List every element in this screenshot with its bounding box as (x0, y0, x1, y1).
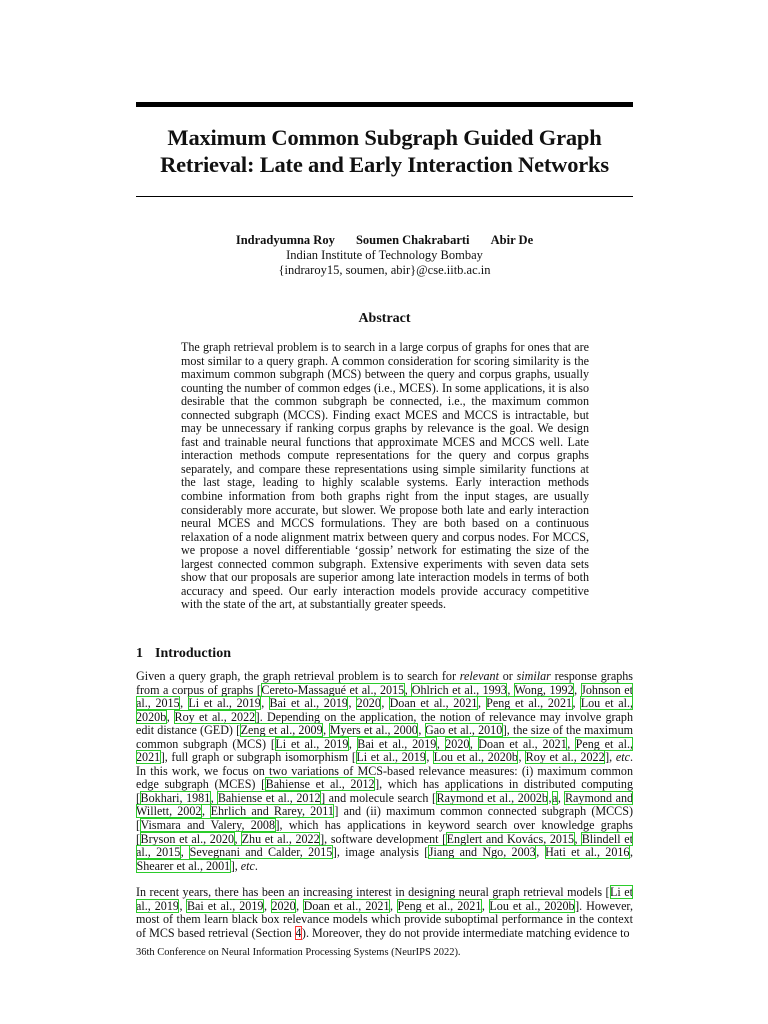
citation-link[interactable]: Raymond et al., 2002b (436, 790, 548, 805)
body-text-run: , (629, 845, 634, 860)
citation-link[interactable]: Wong, 1992 (514, 682, 574, 697)
citation-link[interactable]: 2020 (356, 696, 381, 711)
body-text-run: , (574, 831, 582, 846)
body-text-run: , (390, 898, 398, 913)
citation-link[interactable]: Lou et al., 2020b (136, 696, 634, 724)
citation-link[interactable]: Peng et al., 2021 (136, 736, 634, 765)
citation-link[interactable]: Englert and Kovács, 2015 (446, 831, 575, 846)
body-text-run: ], software development [ (320, 831, 447, 846)
citation-link[interactable]: Myers et al., 2000 (329, 723, 418, 738)
body-text-run: , (518, 750, 526, 765)
section-reference-link[interactable]: 4 (295, 925, 302, 940)
citation-link[interactable]: Ohlrich et al., 1993 (411, 682, 507, 697)
body-text-run: , (469, 736, 478, 751)
citation-link[interactable]: Doan et al., 2021 (478, 736, 567, 751)
paper-title: Maximum Common Subgraph Guided Graph Retrieval: Late and Early Interaction Networks (160, 125, 609, 177)
intro-paragraph-2 (136, 886, 633, 940)
body-text-run: ], full graph or subgraph isomorphism [ (160, 750, 356, 765)
title-top-rule (136, 102, 633, 107)
body-text-run: , (348, 736, 357, 751)
body-text-run: response graphs from a corpus of graphs [ (136, 669, 633, 697)
body-text-run: , (548, 790, 552, 805)
abstract-text: The graph retrieval problem is to search in a large corpus of graphs for ones that are most similar to a query graph. A common consideration for scoring similarity is the maximum common subgraph (MCS) between the query and corpus graphs, usually counting the number of common edges (i.e., MCES). In some applications, it is also desirable that the common subgraph be connected, i.e., the maximum common connected subgraph (MCCS). Finding exact MCES and MCCS is intractable, but may be unnecessary if ranking corpus graphs by relevance is the goal. We design fast and trainable neural functions that approximate MCES and MCCS well. Late interaction methods compute representations for the query and corpus graphs separately, and compare these representations using simple similarity functions at the last stage, leading to highly scalable systems. Early interaction methods combine information from both graphs right from the input stages, are usually considerably more accurate, but slower. We propose both late and early interaction neural MCES and MCCS formulations. They are both based on a continuous relaxation of a node alignment matrix between query and corpus nodes. For MCCS, we propose a novel differentiable ‘gossip’ network for estimating the size of the largest connected common subgraph. Extensive experiments with seven data sets show that our proposals are superior among late interaction models in terms of both accuracy and speed. Our early interaction models provide accuracy competitive with the state of the art, at substantially greater speeds. (181, 340, 589, 612)
body-text-run: ], which has applications in keyword search over knowledge graphs [ (136, 818, 634, 846)
citation-link[interactable]: Bai et al., 2019 (186, 898, 264, 913)
body-text-run: , (418, 723, 425, 738)
body-text-run: , (261, 696, 269, 711)
citation-link[interactable]: 2020 (271, 898, 296, 913)
body-text-run: , (180, 696, 188, 711)
body-text-run: , (572, 696, 581, 711)
body-text-run: , (557, 790, 565, 805)
body-text-run: , (348, 696, 357, 711)
author-block (136, 233, 633, 278)
body-text-run: , (404, 682, 412, 697)
citation-link[interactable]: Doan et al., 2021 (389, 696, 478, 711)
body-text-run: ]. Depending on the application, the notion of relevance may involve graph edit distance (GED) [ (136, 709, 633, 738)
conference-footer: 36th Conference on Neural Information Processing Systems (NeurIPS 2022). (136, 947, 461, 958)
citation-link[interactable]: Jiang and Ngo, 2003 (428, 845, 536, 860)
body-text-run: or (498, 669, 517, 683)
body-text-run: . In this work, we focus on two variations of MCS-based relevance measures: (i) maximum common edge subgraph (MCES) [ (136, 750, 634, 792)
author-name: Abir De (490, 233, 534, 247)
body-text-run: ], (230, 858, 241, 873)
citation-link[interactable]: Bai et al., 2019 (269, 696, 348, 711)
emphasis-text: etc (615, 750, 630, 765)
title-bottom-rule (136, 196, 633, 197)
citation-link[interactable]: Roy et al., 2022 (174, 709, 256, 724)
author-names (136, 233, 633, 248)
body-text-run: ], image analysis [ (332, 845, 429, 860)
citation-link[interactable]: Ehrlich and Rarey, 2011 (210, 804, 334, 819)
body-text-run: , (296, 898, 304, 913)
body-text-run: , (481, 898, 489, 913)
body-text-run: , (426, 750, 434, 765)
abstract-heading: Abstract (358, 311, 411, 326)
body-text-run: In recent years, there has been an increasing interest in designing neural graph retrieval models [ (136, 885, 610, 899)
body-text-run: ], (605, 750, 616, 765)
emphasis-text: similar (516, 669, 551, 683)
body-text-run: ], which has applications in distributed computing [ (136, 777, 633, 805)
body-text-run: ). Moreover, they do not provide intermediate matching evidence to (301, 925, 630, 940)
body-text-run: , (263, 898, 271, 913)
citation-link[interactable]: a (552, 790, 558, 805)
citation-link[interactable]: Bahiense et al., 2012 (265, 777, 375, 792)
citation-link[interactable]: Doan et al., 2021 (303, 898, 390, 913)
body-text-run: ] and (ii) maximum common connected subgraph (MCCS) [ (136, 804, 633, 833)
author-name: Indradyumna Roy (235, 233, 335, 247)
citation-link[interactable]: Bryson et al., 2020 (140, 831, 234, 846)
section-title: Introduction (155, 646, 231, 661)
body-text-run: , (179, 898, 187, 913)
citation-link[interactable]: Johnson et al., 2015 (136, 682, 634, 711)
body-text-run: ]. However, most of them learn black box relevance models which provide suboptimal performance in the context of MCS based retrieval (Section (136, 898, 633, 940)
citation-link[interactable]: Peng et al., 2021 (397, 898, 482, 913)
citation-link[interactable]: Vismara and Valery, 2008 (140, 818, 275, 833)
citation-link[interactable]: Peng et al., 2021 (486, 696, 573, 711)
citation-link[interactable]: Bahiense et al., 2012 (217, 790, 321, 805)
citation-link[interactable]: Cereto-Massagué et al., 2015 (261, 682, 405, 697)
citation-link[interactable]: Roy et al., 2022 (525, 750, 605, 765)
emphasis-text: etc (240, 858, 255, 873)
citation-link[interactable]: Raymond and Willett, 2002 (136, 790, 634, 819)
citation-link[interactable]: Gao et al., 2010 (425, 723, 503, 738)
body-text-run: , (436, 736, 445, 751)
body-text-run: , (166, 709, 175, 724)
body-text-run: , (201, 804, 211, 819)
citation-link[interactable]: Bai et al., 2019 (357, 736, 437, 751)
body-text-run: , (574, 682, 581, 697)
citation-link[interactable]: Lou et al., 2020b (489, 898, 575, 913)
citation-link[interactable]: Zeng et al., 2009 (240, 723, 323, 738)
citation-link[interactable]: Hati et al., 2016 (545, 845, 630, 860)
citation-link[interactable]: Li et al., 2019 (136, 885, 633, 913)
body-text-run: , (381, 696, 390, 711)
emphasis-text: relevant (459, 669, 499, 683)
citation-link[interactable]: Shearer et al., 2001 (136, 858, 231, 873)
body-text-run: , (210, 790, 218, 805)
citation-link[interactable]: 2020 (445, 736, 470, 751)
section-number: 1 (136, 646, 143, 661)
citation-link[interactable]: Li et al., 2019 (275, 736, 349, 751)
body-text-run: , (507, 682, 514, 697)
body-text-run: , (536, 845, 545, 860)
citation-link[interactable]: Blindell et al., 2015 (136, 831, 633, 860)
body-text-run: , (323, 723, 330, 738)
citation-link[interactable]: Sevegnani and Calder, 2015 (189, 845, 333, 860)
intro-paragraph-1 (136, 670, 633, 873)
citation-link[interactable]: Zhu et al., 2022 (241, 831, 320, 846)
body-text-run: , (567, 736, 576, 751)
citation-link[interactable]: Lou et al., 2020b (433, 750, 518, 765)
citation-link[interactable]: Li et al., 2019 (188, 696, 261, 711)
author-email: {indraroy15, soumen, abir}@cse.iitb.ac.in (278, 263, 491, 277)
author-affiliation: Indian Institute of Technology Bombay (286, 248, 483, 262)
body-text-run: , (180, 845, 190, 860)
body-text-run: , (477, 696, 486, 711)
body-text-run: Given a query graph, the graph retrieval problem is to search for (136, 669, 460, 683)
body-text-run: ], the size of the maximum common subgraph (MCS) [ (136, 723, 634, 751)
body-text-run: , (234, 831, 242, 846)
author-name: Soumen Chakrabarti (355, 233, 470, 247)
body-text-run: ] and molecule search [ (321, 790, 437, 805)
section-heading (136, 646, 231, 662)
citation-link[interactable]: Bokhari, 1981 (140, 790, 211, 805)
body-text-run: . (254, 858, 258, 873)
citation-link[interactable]: Li et al., 2019 (356, 750, 426, 765)
